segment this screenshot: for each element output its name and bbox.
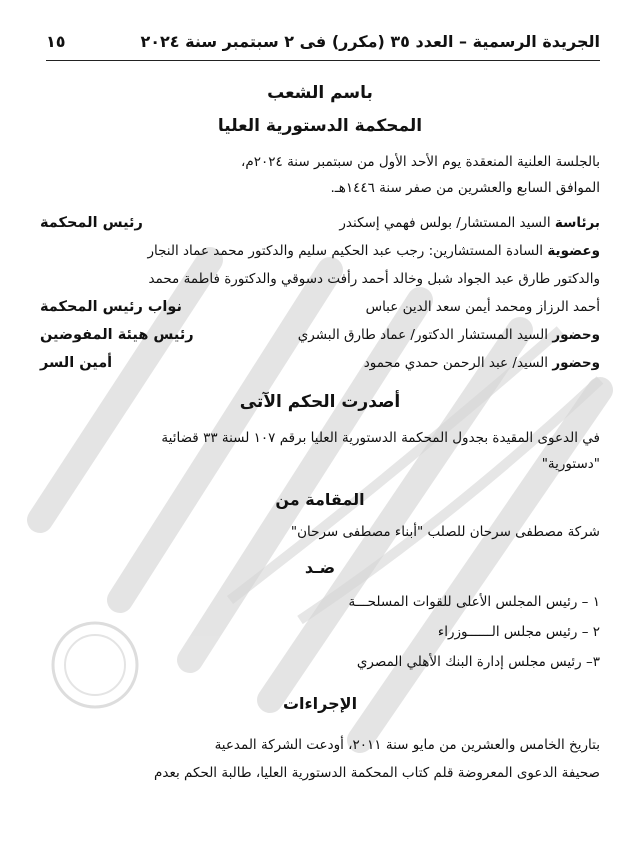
- header-title: الجريدة الرسمية – العدد ٣٥ (مكرر) فى ٢ سبتمبر سنة ٢٠٢٤: [140, 32, 600, 51]
- presidency-row: [40, 213, 600, 233]
- commissioner-text: السيد المستشار الدكتور/ عماد طارق البشري: [297, 327, 549, 343]
- secretary-row: [40, 353, 600, 373]
- membership-line-1: السادة المستشارين: رجب عبد الحكيم سليم والدكتور محمد عماد النجار: [147, 243, 544, 259]
- defendant-2: ٢ – رئيس مجلس الــــــوزراء: [437, 624, 600, 640]
- heading-plaintiff: المقامة من: [275, 490, 365, 509]
- commissioner-label: وحضور: [552, 327, 600, 343]
- membership-label: وعضوية: [547, 243, 600, 259]
- procedures-line-2: صحيفة الدعوى المعروضة قلم كتاب المحكمة الدستورية العليا، طالبة الحكم بعدم: [154, 765, 600, 781]
- case-line-2: "دستورية": [541, 456, 600, 472]
- session-line-2: الموافق السابع والعشرين من صفر سنة ١٤٤٦هـ.: [330, 180, 600, 196]
- membership-line-2: والدكتور طارق عبد الجواد شبل وخالد أحمد رأفت دسوقي والدكتورة فاطمة محمد: [148, 271, 600, 287]
- plaintiff-name: شركة مصطفى سرحان للصلب "أبناء مصطفى سرحان": [290, 524, 600, 540]
- procedures-line-1: بتاريخ الخامس والعشرين من مايو سنة ٢٠١١، أودعت الشركة المدعية: [214, 737, 600, 753]
- heading-in-the-name-of-people: باسم الشعب: [267, 83, 373, 103]
- page-number: ١٥: [46, 32, 66, 51]
- heading-against: ضـد: [304, 558, 336, 577]
- secretary-text: السيد/ عبد الرحمن حمدي محمود: [363, 355, 549, 371]
- secretary-role: أمين السر: [40, 355, 113, 371]
- page-header: [46, 26, 600, 61]
- heading-court-name: المحكمة الدستورية العليا: [217, 116, 423, 136]
- presidency-label: برئاسة: [554, 215, 600, 231]
- membership-line-3: أحمد الرزاز ومحمد أيمن سعد الدين عباس: [365, 299, 600, 315]
- heading-procedures: الإجراءات: [282, 694, 358, 713]
- secretary-label: وحضور: [552, 355, 600, 371]
- defendant-1: ١ – رئيس المجلس الأعلى للقوات المسلحـــة: [348, 594, 600, 610]
- defendant-3: ٣– رئيس مجلس إدارة البنك الأهلي المصري: [356, 654, 600, 670]
- membership-role: نواب رئيس المحكمة: [40, 299, 182, 315]
- presidency-role: رئيس المحكمة: [40, 215, 143, 231]
- membership-row-3: [40, 297, 600, 317]
- commissioner-role: رئيس هيئة المفوضين: [40, 327, 194, 343]
- heading-verdict: أصدرت الحكم الآتى: [239, 392, 401, 412]
- session-line-1: بالجلسة العلنية المنعقدة يوم الأحد الأول من سبتمبر سنة ٢٠٢٤م،: [241, 154, 600, 170]
- commissioner-row: [40, 325, 600, 345]
- case-line-1: في الدعوى المقيدة بجدول المحكمة الدستورية العليا برقم ١٠٧ لسنة ٣٣ قضائية: [161, 430, 600, 446]
- membership-row-1: [40, 241, 600, 261]
- presidency-text: السيد المستشار/ بولس فهمي إسكندر: [339, 215, 551, 231]
